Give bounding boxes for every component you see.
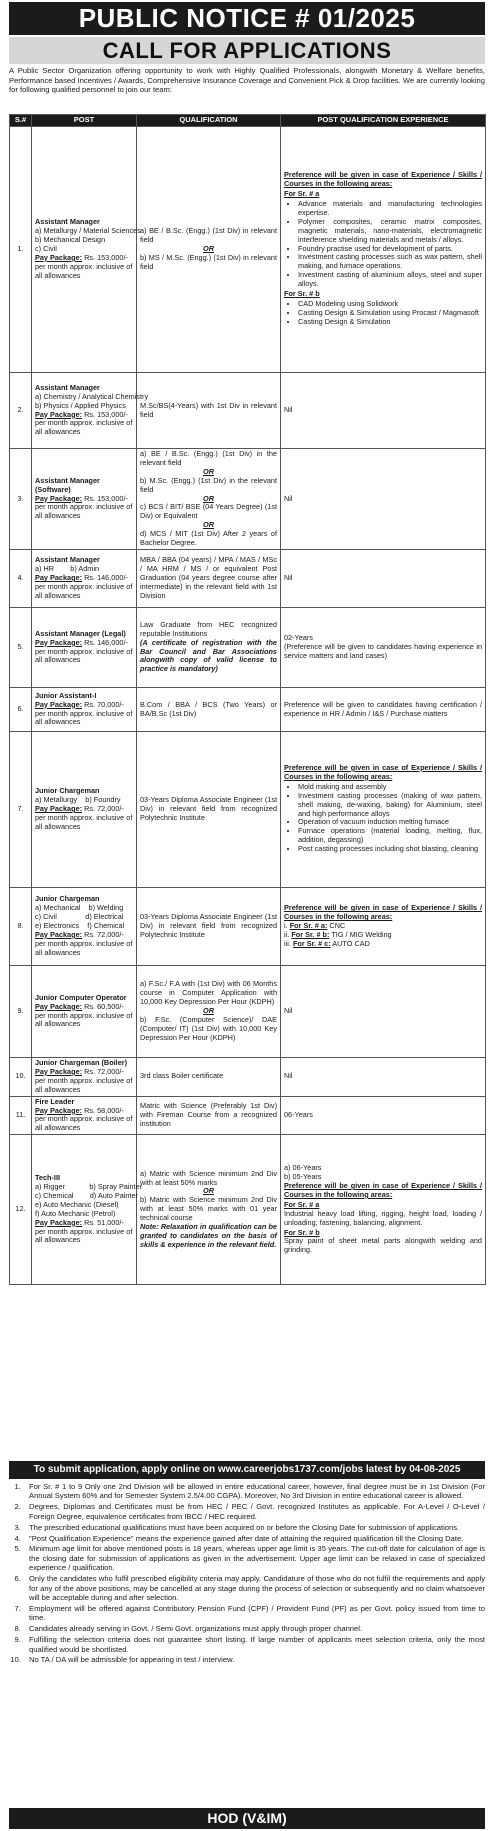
- roman-text: AUTO CAD: [330, 938, 370, 948]
- table-row: [10, 608, 486, 688]
- pay-text: Rs. 72,000/- per month approx. inclusive of all allowances: [35, 929, 133, 957]
- serial-number: 10.: [10, 1058, 32, 1097]
- qualification-cell: [137, 732, 281, 888]
- qualification-text: 3rd class Boiler certificate: [140, 1071, 224, 1081]
- qualification-line: a) F.Sc./ F.A with (1st Div) with 06 Months course in Computer Application with 10,000 Key Depression Per Hour (KDPH): [140, 979, 277, 1007]
- qualification-cell: [137, 127, 281, 373]
- pay-text: Rs. 146,000/- per month approx. inclusive of all allowances: [35, 637, 133, 665]
- experience-text: (Preference will be given to candidates having experience in service matters and land cases): [284, 642, 482, 660]
- serial-number: 4.: [10, 550, 32, 608]
- submit-bar: [9, 1461, 485, 1479]
- table-row: [10, 127, 486, 373]
- post-specialization: a) HR b) Admin: [35, 564, 100, 574]
- post-title: Junior Assistant-I: [35, 690, 97, 700]
- experience-years: a) 06-Years: [284, 1163, 322, 1173]
- experience-cell: [281, 449, 486, 550]
- qualification-cell: [137, 966, 281, 1058]
- or-separator: OR: [203, 1186, 214, 1196]
- experience-years: b) 05-Years: [284, 1172, 322, 1182]
- submit-date: 04-08-2025: [409, 1464, 461, 1475]
- qualification-line: d) MCS / MIT (1st Div) After 2 years of Bachelor Degree.: [140, 529, 277, 548]
- qualification-line: b) MS / M.Sc. (Engg.) (1st Div) in relevant field: [140, 252, 277, 271]
- experience-cell: [281, 888, 486, 966]
- post-title: Fire Leader: [35, 1096, 75, 1106]
- pay-label: Pay Package:: [35, 699, 83, 709]
- header-experience: POST QUALIFICATION EXPERIENCE: [281, 115, 486, 127]
- pay-text: Rs. 72,000/- per month approx. inclusive of all allowances: [35, 804, 133, 831]
- experience-cell: [281, 373, 486, 449]
- list-item: • Operation of vacuum induction melting furnace: [298, 818, 482, 827]
- qualification-line: a) Matric with Science minimum 2nd Div with at least 50% marks: [140, 1168, 277, 1187]
- qualification-line: b) F.Sc. (Computer Science)/ DAE (Computer/ IT) (1st Div) with 10,000 Key Depression Per Hour (KDPH): [140, 1014, 277, 1042]
- positions-table: [9, 114, 486, 1285]
- group-text: Spray paint of sheet metal parts alongwith welding and grinding.: [284, 1236, 482, 1255]
- qualification-text: MBA / BBA (04 years) / MPA / MAS / MSc / MA HRM / MS / or equivalent Post Graduation (04 years degree course after intermediate) in the relevant field with 1st Division: [140, 555, 277, 600]
- post-cell: [32, 966, 137, 1058]
- serial-number: 2.: [10, 373, 32, 449]
- post-cell: [32, 550, 137, 608]
- signatory: HOD (V&IM): [9, 1808, 485, 1829]
- serial-number: 11.: [10, 1096, 32, 1135]
- preference-heading: Preference will be given in case of Experience / Skills / Courses in the following areas:: [284, 1181, 482, 1199]
- or-separator: OR: [203, 493, 214, 503]
- post-cell: [32, 449, 137, 550]
- list-item: • Casting Design & Simulation: [298, 318, 482, 327]
- post-title: Assistant Manager: [35, 382, 100, 392]
- post-title: Junior Chargeman (Boiler): [35, 1058, 128, 1067]
- note-item: 3. The prescribed educational qualifications must have been acquired on or before the Closing Date for submission of applications.: [23, 1523, 485, 1532]
- note-item: 9. Fulfilling the selection criteria does not guarantee short listing. If large number of applicants meet selection criteria, only the most qualified would be shortlisted.: [23, 1635, 485, 1654]
- roman-item: [284, 940, 482, 949]
- pay-text: Rs. 153,000/- per month approx. inclusive of all allowances: [35, 409, 133, 437]
- pay-label: Pay Package:: [35, 409, 83, 419]
- bullet-list: [284, 200, 482, 289]
- group-label: For Sr. # a: [284, 189, 320, 199]
- pay-label: Pay Package:: [35, 573, 83, 583]
- post-title: Junior Chargeman: [35, 894, 100, 904]
- roman-text: CNC: [327, 921, 346, 931]
- pay-package: [35, 1003, 133, 1030]
- pay-label: Pay Package:: [35, 1217, 83, 1227]
- table-row: [10, 966, 486, 1058]
- preference-heading: Preference will be given in case of Experience / Skills / Courses in the following areas:: [284, 903, 482, 922]
- experience-cell: [281, 688, 486, 732]
- table-row: [10, 732, 486, 888]
- pay-label: Pay Package:: [35, 1066, 83, 1076]
- experience-cell: [281, 1058, 486, 1097]
- header-sn: S.#: [10, 115, 32, 127]
- submit-middle: latest by: [363, 1464, 410, 1475]
- post-title: Junior Chargeman: [35, 786, 100, 796]
- post-cell: [32, 373, 149, 449]
- header-qualification: QUALIFICATION: [137, 115, 281, 127]
- roman-label: For Sr. # b:: [291, 929, 330, 939]
- preference-heading: Preference will be given in case of Experience / Skills / Courses in the following areas:: [284, 170, 482, 189]
- experience-cell: [281, 608, 486, 688]
- qualification-line: b) M.Sc. (Engg.) (1st Div) in the relevant field: [140, 475, 277, 494]
- experience-cell: [281, 966, 486, 1058]
- experience-text: Nil: [284, 493, 293, 503]
- notice-subtitle: CALL FOR APPLICATIONS: [9, 37, 485, 64]
- qualification-cell: [137, 373, 281, 449]
- pay-text: Rs. 153,000/- per month approx. inclusive of all allowances: [35, 252, 133, 280]
- post-cell: [32, 1058, 137, 1097]
- pay-text: Rs. 72,000/- per month approx. inclusive of all allowances: [35, 1066, 133, 1094]
- table-row: [10, 688, 486, 732]
- pay-package: [35, 805, 133, 832]
- experience-cell: [281, 1135, 486, 1285]
- post-specialization: c) Civil: [35, 244, 57, 254]
- post-cell: [32, 608, 137, 688]
- intro-paragraph: A Public Sector Organization offering opportunity to work with Highly Qualified Professionals, alongwith Monetary & Welfare benefits, Performance based Incentives / Awards, Comprehensive Insurance Coverage and Convenient Pick & Drop facilities. We are currently looking for following qualified personnel to join our team:: [9, 66, 485, 95]
- qualification-line: c) BCS / BIT/ BSE (04 Years Degree) (1st Div) or Equivalent: [140, 502, 277, 521]
- post-cell: [32, 888, 137, 966]
- serial-number: 5.: [10, 608, 32, 688]
- post-specialization: c) Chemical d) Auto Painter: [35, 1190, 139, 1200]
- roman-label: For Sr. # c:: [292, 938, 331, 948]
- group-label: For Sr. # b: [284, 289, 320, 299]
- header-post: POST: [32, 115, 137, 127]
- list-item: • Foundry practise used for development of parts.: [298, 245, 482, 254]
- pay-label: Pay Package:: [35, 637, 83, 647]
- post-title: Assistant Manager: [35, 555, 100, 565]
- list-item: • Investment casting of aluminium alloys, steel and super alloys.: [298, 271, 482, 289]
- roman-label: For Sr. # a:: [289, 921, 328, 931]
- pay-package: [35, 931, 133, 958]
- qualification-cell: [137, 550, 281, 608]
- qualification-line: a) BE / B.Sc. (Engg.) (1st Div) in the relevant field: [140, 449, 277, 467]
- post-specialization: b) Physics / Applied Physics: [35, 400, 126, 410]
- post-title: Assistant Manager (Software): [35, 475, 100, 494]
- qualification-text: 03-Years Diploma Associate Engineer (1st Div) in relevant field from recognized Polytechnic Institute: [140, 795, 277, 822]
- pay-package: [35, 254, 133, 281]
- table-header-row: [10, 115, 486, 127]
- table-row: [10, 1058, 486, 1097]
- note-item: 2. Degrees, Diplomas and Certificates must be from HEC / PEC / Govt. recognized Institutes as applicable. For A-Level / O-Level / Foreign Degree, equivalence certificates from IBCC / HEC required.: [23, 1502, 485, 1521]
- qualification-cell: [137, 888, 281, 966]
- experience-cell: [281, 127, 486, 373]
- pay-package: [35, 701, 133, 728]
- post-title: Junior Computer Operator: [35, 992, 127, 1002]
- experience-text: Preference will be given to candidates having certification / experience in HR / Admin / I&S / Purchase matters: [284, 699, 482, 718]
- pay-package: [35, 639, 133, 666]
- serial-number: 9.: [10, 966, 32, 1058]
- qualification-note: (A certificate of registration with the Bar Council and Bar Associations alongwith copy of valid license to practice is mandatory): [140, 637, 277, 674]
- qualification-note: Note: Relaxation in qualification can be granted to candidates on the basis of skills & experience in the relevant field.: [140, 1222, 277, 1249]
- post-title: Tech-III: [35, 1173, 61, 1183]
- note-item: 10. No TA / DA will be admissible for appearing in test / interview.: [23, 1655, 485, 1664]
- or-separator: OR: [203, 1006, 214, 1016]
- or-separator: OR: [203, 466, 214, 476]
- table-row: [10, 449, 486, 550]
- note-item: 4. "Post Qualification Experience" means the experience gained after date of attaining the required qualification till the Closing Date.: [23, 1534, 485, 1543]
- serial-number: 12.: [10, 1135, 32, 1285]
- roman-number: ii.: [284, 929, 290, 939]
- note-item: 7. Employment will be offered against Contributory Pension Fund (CPF) / Provident Fund (PF) as per Govt. policy issued from time to time.: [23, 1604, 485, 1623]
- list-item: • Post casting processes including shot blasting, cleaning: [298, 845, 482, 854]
- post-specialization: f) Auto Mechanic (Petrol): [35, 1208, 116, 1218]
- list-item: • Furnace operations (material loading, melting, flux, addition, degassing): [298, 827, 482, 845]
- or-separator: OR: [203, 244, 214, 254]
- table-row: [10, 373, 486, 449]
- list-item: • Investment casting processes such as wax pattern, shell making, and furnace operations.: [298, 253, 482, 271]
- experience-cell: [281, 1096, 486, 1135]
- pay-label: Pay Package:: [35, 493, 83, 503]
- submit-url-link[interactable]: www.careerjobs1737.com/jobs: [217, 1464, 364, 1475]
- pay-label: Pay Package:: [35, 252, 83, 262]
- post-cell: [32, 732, 137, 888]
- group-label: For Sr. # b: [284, 1227, 320, 1237]
- pay-package: [35, 495, 133, 522]
- list-item: • CAD Modeling using Solidwork: [298, 300, 482, 309]
- note-item: 6. Only the candidates who fulfil prescribed eligibility criteria may apply. Candidature of those who do not fulfil the requirements and apply for any of the above positions, may be cancelled at any stage during the process of selection or subsequently and no claim whatsoever will be acceptable during and after selection.: [23, 1574, 485, 1602]
- notes-list: [9, 1482, 485, 1666]
- qualification-line: a) BE / B.Sc. (Engg.) (1st Div) in relevant field: [140, 226, 277, 245]
- pay-package: [35, 411, 133, 438]
- qualification-cell: [137, 449, 281, 550]
- qualification-cell: [137, 1135, 281, 1285]
- qualification-cell: [137, 688, 281, 732]
- experience-text: Nil: [284, 573, 293, 583]
- note-item: 8. Candidates already serving in Govt. / Semi Govt. organizations must apply through proper channel.: [23, 1624, 485, 1633]
- pay-package: [35, 1068, 133, 1095]
- list-item: • Investment casting processes (making of wax pattern, shell making, de-waxing, baking) for Aluminium, steel and high performance alloys: [298, 792, 482, 819]
- post-title: Assistant Manager (Legal): [35, 628, 126, 638]
- serial-number: 3.: [10, 449, 32, 550]
- pay-package: [35, 1107, 133, 1134]
- pay-package: [35, 574, 133, 601]
- table-row: [10, 888, 486, 966]
- experience-years: 02-Years: [284, 633, 313, 643]
- qualification-text: Law Graduate from HEC recognized reputable Institutions: [140, 619, 277, 638]
- notice-title: PUBLIC NOTICE # 01/2025: [9, 2, 485, 35]
- pay-text: Rs. 70,000/- per month approx. inclusive of all allowances: [35, 699, 133, 727]
- experience-text: Nil: [284, 1006, 293, 1016]
- serial-number: 8.: [10, 888, 32, 966]
- pay-text: Rs. 153,000/- per month approx. inclusive of all allowances: [35, 493, 133, 521]
- experience-text: 06-Years: [284, 1109, 313, 1119]
- pay-text: Rs. 146,000/- per month approx. inclusive of all allowances: [35, 573, 133, 600]
- table-row: [10, 1096, 486, 1135]
- roman-text: TIG / MIG Welding: [329, 929, 392, 939]
- group-label: For Sr. # a: [284, 1199, 320, 1209]
- post-cell: [32, 1096, 137, 1135]
- table-row: [10, 550, 486, 608]
- list-item: • Advance materials and manufacturing technologies expertise.: [298, 200, 482, 218]
- experience-text: Nil: [284, 1071, 293, 1081]
- post-cell: [32, 1135, 143, 1285]
- experience-cell: [281, 732, 486, 888]
- pay-text: Rs. 51,000/- per month approx. inclusive of all allowances: [35, 1217, 133, 1245]
- pay-label: Pay Package:: [35, 929, 83, 939]
- experience-cell: [281, 550, 486, 608]
- qualification-cell: [137, 608, 281, 688]
- serial-number: 7.: [10, 732, 32, 888]
- post-specialization: b) Mechanical Design: [35, 235, 106, 245]
- post-specialization: a) Chemistry / Analytical Chemistry: [35, 391, 149, 401]
- post-specialization: a) Mechanical b) Welding: [35, 903, 124, 913]
- roman-number: iii.: [284, 938, 291, 948]
- post-specialization: c) Civil d) Electrical: [35, 912, 124, 922]
- table-row: [10, 1135, 486, 1285]
- post-specialization: a) Metallurgy b) Foundry: [35, 795, 121, 805]
- post-specialization: e) Auto Mechanic (Diesel): [35, 1199, 119, 1209]
- qualification-text: B.Com / BBA / BCS (Two Years) or BA/B.Sc (1st Div): [140, 699, 277, 718]
- pay-label: Pay Package:: [35, 804, 83, 814]
- qualification-text: Matric with Science (Preferably 1st Div) with Fireman Course from a recognized institution: [140, 1101, 277, 1128]
- submit-prefix: To submit application, apply online on: [33, 1464, 218, 1475]
- or-separator: OR: [203, 520, 214, 530]
- serial-number: 1.: [10, 127, 32, 373]
- roman-number: i.: [284, 921, 288, 931]
- qualification-text: M.Sc/BS(4-Years) with 1st Div in relevant field: [140, 400, 277, 419]
- post-title: Assistant Manager: [35, 217, 100, 227]
- pay-label: Pay Package:: [35, 1105, 83, 1115]
- list-item: • Casting Design & Simulation using Procast / Magmasoft: [298, 309, 482, 318]
- note-item: 1. For Sr. # 1 to 9 Only one 2nd Division will be allowed in entire educational career, however, final degree must be in 1st Division (For Annual System 60% and for Semester System 2.5/4.00 CGPA). Moreover, No 3rd Division in entire educational career is allowed.: [23, 1482, 485, 1501]
- qualification-cell: [137, 1096, 281, 1135]
- table-body: [10, 127, 486, 1285]
- qualification-cell: [137, 1058, 281, 1097]
- bullet-list: [284, 300, 482, 327]
- serial-number: 6.: [10, 688, 32, 732]
- post-specialization: a) Rigger b) Spray Painter: [35, 1182, 143, 1192]
- pay-text: Rs. 58,000/- per month approx. inclusive of all allowances: [35, 1105, 133, 1133]
- qualification-line: b) Matric with Science minimum 2nd Div with at least 50% marks with 01 year technical course: [140, 1195, 277, 1223]
- post-specialization: a) Metallurgy / Material Sciences: [35, 226, 141, 236]
- post-cell: [32, 127, 141, 373]
- qualification-text: 03-Years Diploma Associate Engineer (1st Div) in relevant field from recognized Polytechnic Institute: [140, 912, 277, 939]
- bullet-list: [284, 783, 482, 854]
- list-item: • Polymer composites, ceramic matrix composites, magnetic materials, nano-materials, electromagnetic interference shielding materials and metals / alloys.: [298, 218, 482, 245]
- group-text: Industrial heavy load lifting, rigging, height load, loading / unloading, fastening, balancing, alignment.: [284, 1208, 482, 1227]
- post-specialization: e) Electronics f) Chemical: [35, 921, 125, 931]
- post-cell: [32, 688, 137, 732]
- pay-text: Rs. 60,500/- per month approx. inclusive of all allowances: [35, 1001, 133, 1029]
- experience-text: Nil: [284, 405, 293, 415]
- preference-heading: Preference will be given in case of Experience / Skills / Courses in the following areas:: [284, 762, 482, 781]
- pay-label: Pay Package:: [35, 1001, 83, 1011]
- pay-package: [35, 1219, 133, 1246]
- list-item: • Mold making and assembly: [298, 783, 482, 792]
- note-item: 5. Minimum age limit for above mentioned posts is 18 years, whereas upper age limit is 35 years. The cut-off date for calculation of age is the closing date for submission of applications as given in the advertisement. Upper age limit can be relaxed in case of specialized experience / qualification.: [23, 1544, 485, 1572]
